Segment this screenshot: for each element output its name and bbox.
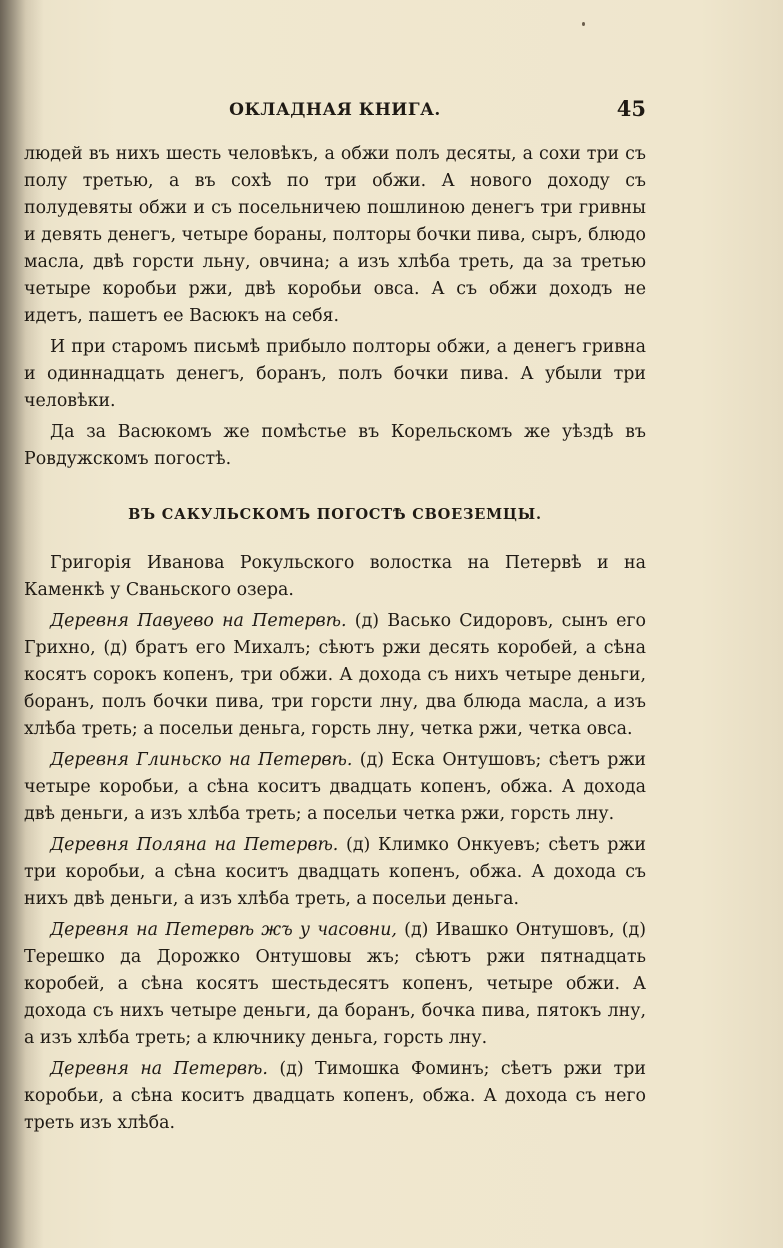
entry-text: (д) Ивашко Онтушовъ, (д) Терешко да Дорожко Онтушовы жъ; сѣютъ ржи пятнадцать коробей, а сѣна косятъ шестьдесятъ копенъ, четыре обжи. А дохода съ нихъ четыре деньги, да боранъ, бочка пива, пятокъ лну, а изъ хлѣба треть; а ключнику деньга, горсть лну. bbox=[24, 920, 646, 1048]
page-number: 45 bbox=[616, 96, 646, 121]
body-text bbox=[24, 141, 646, 1137]
village-name: Деревня Глиньско на Петервѣ. bbox=[50, 750, 353, 770]
village-entry bbox=[24, 747, 646, 828]
entry-text: (д) Тимошка Фоминъ; сѣетъ ржи три коробьи, а сѣна коситъ двадцать копенъ, обжа. А дохода съ него треть изъ хлѣба. bbox=[24, 1059, 646, 1133]
entry-text: (д) Климко Онкуевъ; сѣетъ ржи три коробьи, а сѣна коситъ двадцать копенъ, обжа. А дохода съ нихъ двѣ деньги, а изъ хлѣба треть, а посельи деньга. bbox=[24, 835, 647, 909]
village-entry bbox=[24, 832, 646, 913]
paragraph: людей въ нихъ шесть человѣкъ, а обжи полъ десяты, а сохи три съ полу третью, а въ сохѣ по три обжи. А нового доходу съ полудевяты обжи и съ посельничею пошлиною денегъ три гривны и девять денегъ, четыре бораны, полторы бочки пива, сыръ, блюдо масла, двѣ горсти льну, овчина; а изъ хлѣба треть, да за третью четыре коробьи ржи, двѣ коробьи овса. А съ обжи доходъ не идетъ, пашетъ ее Васюкъ на себя. bbox=[24, 144, 646, 326]
village-name: Деревня на Петервѣ. bbox=[50, 1059, 268, 1079]
ink-speck bbox=[582, 22, 585, 26]
paragraph: И при старомъ письмѣ прибыло полторы обжи, а денегъ гривна и одиннадцать денегъ, боранъ, полъ бочки пива. А убыли три человѣки. bbox=[24, 337, 646, 411]
page-header bbox=[24, 96, 646, 126]
village-entry bbox=[24, 608, 646, 743]
entry-text: (д) Еска Онтушовъ; сѣетъ ржи четыре коробьи, а сѣна коситъ двадцать копенъ, обжа. А дохода двѣ деньги, а изъ хлѣба треть; а посельи четка ржи, горсть лну. bbox=[24, 750, 646, 824]
village-name: Деревня Поляна на Петервѣ. bbox=[50, 835, 339, 855]
village-name: Деревня Павуево на Петервѣ. bbox=[50, 611, 347, 631]
running-head: ОКЛАДНАЯ КНИГА. bbox=[229, 100, 441, 120]
section-heading: ВЪ САКУЛЬСКОМЪ ПОГОСТѢ СВОЕЗЕМЦЫ. bbox=[128, 506, 542, 523]
section-subheading: Григорія Иванова Рокульского волостка на Петервѣ и на Каменкѣ у Сваньского озера. bbox=[24, 553, 646, 600]
entry-text: (д) Васько Сидоровъ, сынъ его Грихно, (д) братъ его Михалъ; сѣютъ ржи десять коробей, а сѣна косятъ сорокъ копенъ, три обжи. А дохода съ нихъ четыре деньги, боранъ, полъ бочки пива, три горсти лну, два блюда масла, а изъ хлѣба треть; а посельи деньга, горсть лну, четка ржи, четка овса. bbox=[24, 611, 646, 739]
village-entry bbox=[24, 917, 646, 1052]
paragraph: Да за Васюкомъ же помѣстье въ Корельскомъ же уѣздѣ въ Ровдужскомъ погостѣ. bbox=[24, 422, 646, 469]
village-entry bbox=[24, 1056, 646, 1137]
village-name: Деревня на Петервѣ жъ у часовни, bbox=[50, 920, 397, 940]
